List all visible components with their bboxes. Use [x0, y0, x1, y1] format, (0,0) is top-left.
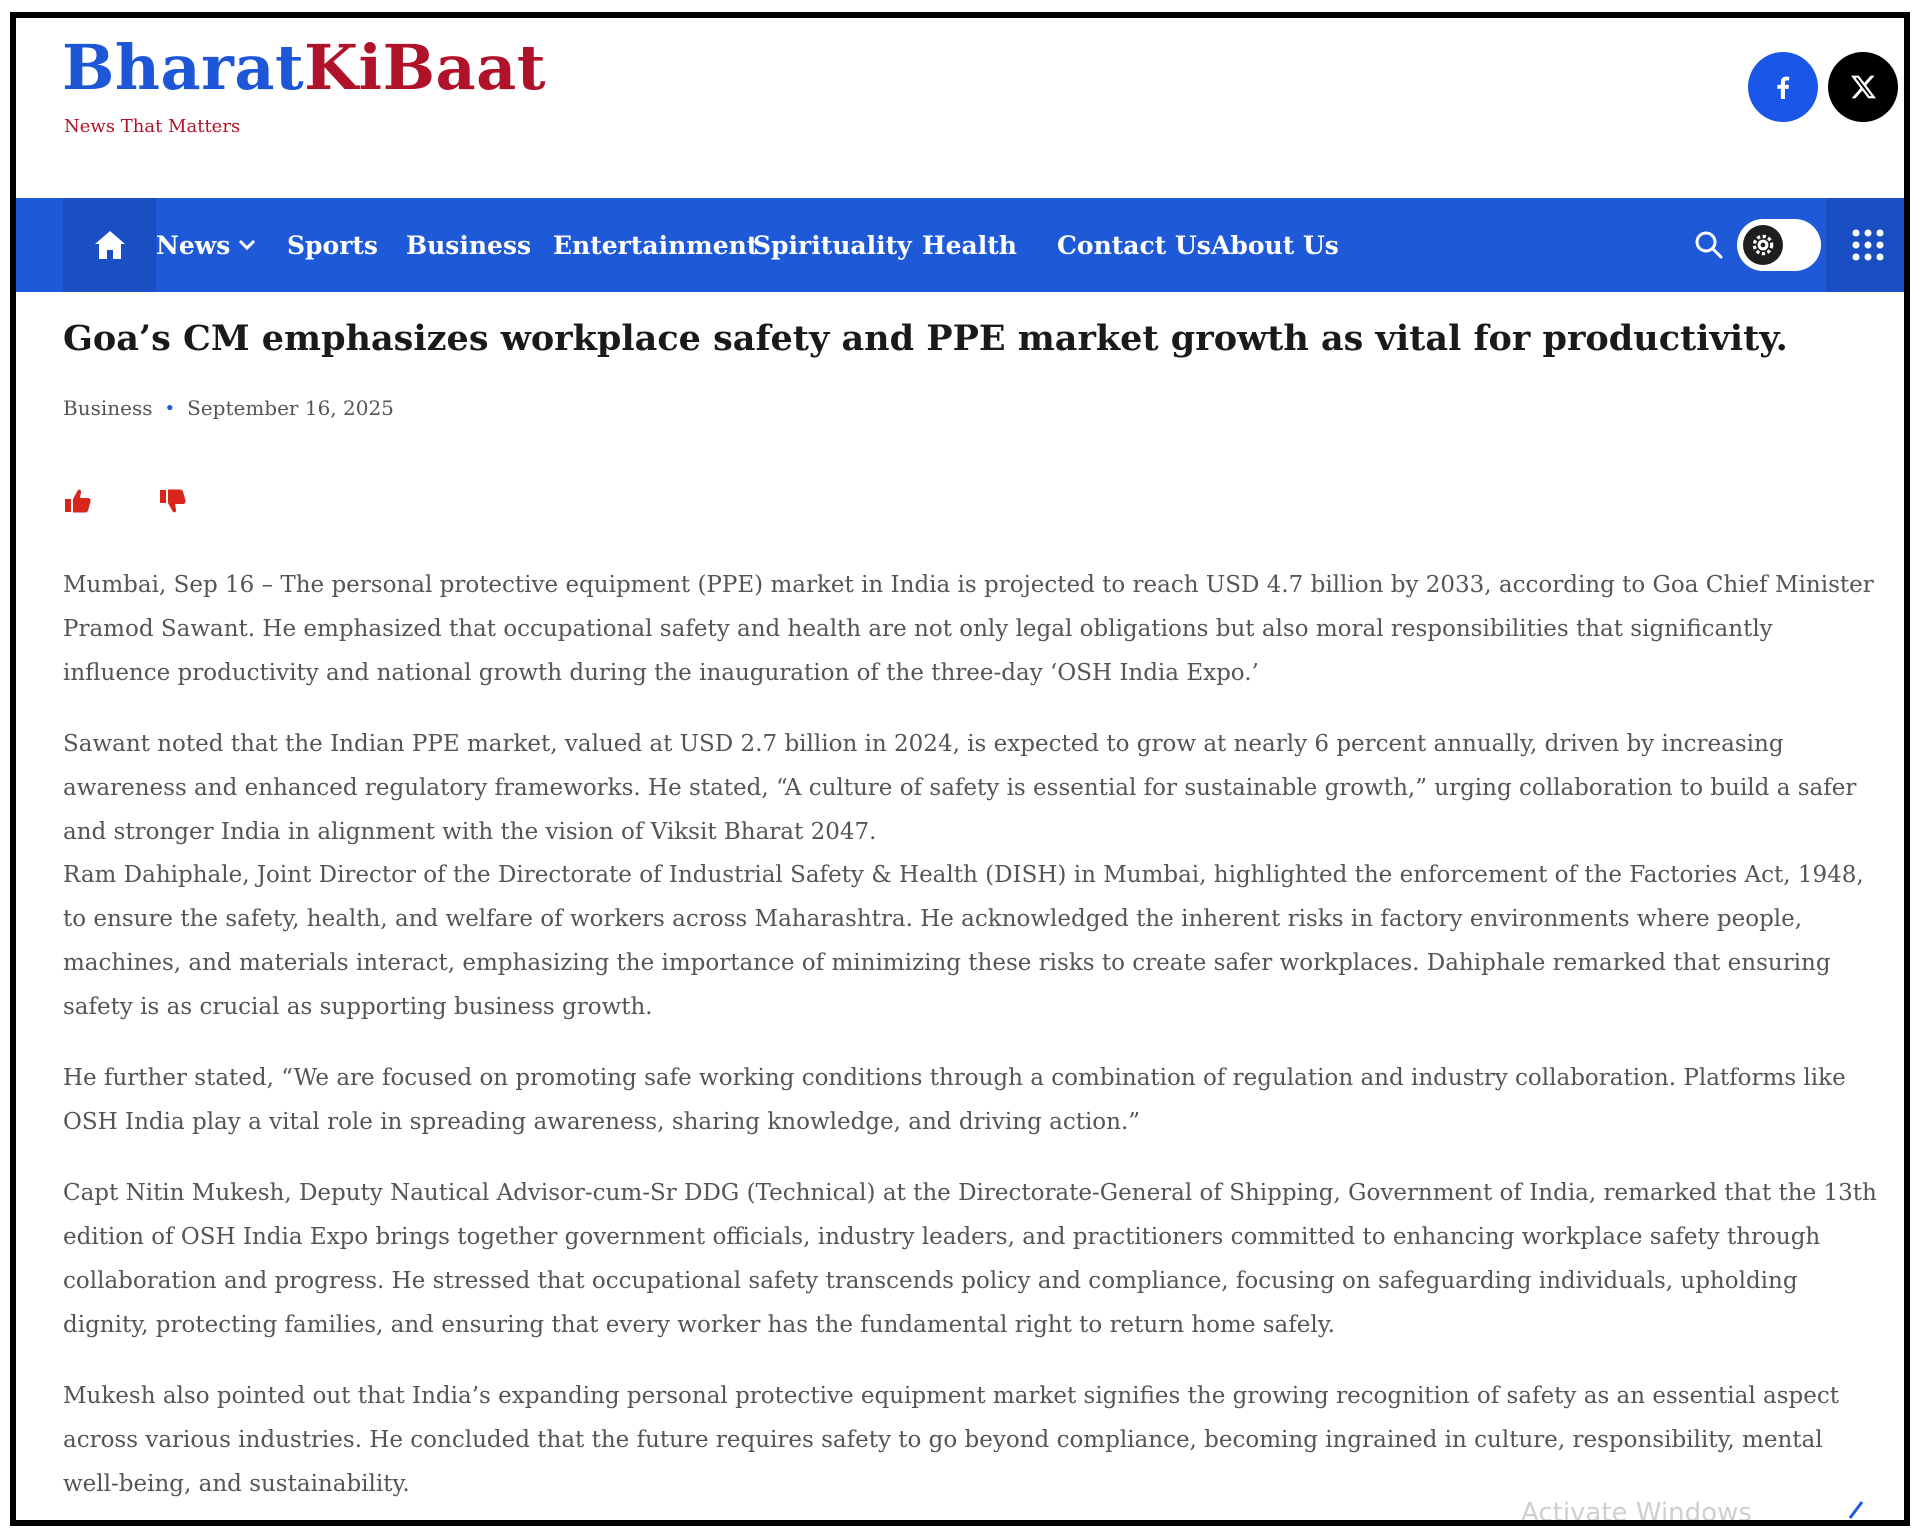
nav-item-label: Business	[406, 230, 532, 260]
grid-menu-icon	[1850, 227, 1886, 263]
nav-home[interactable]	[63, 198, 156, 292]
facebook-button[interactable]	[1748, 52, 1818, 122]
search-icon	[1692, 228, 1726, 262]
nav-item-label: News	[156, 230, 231, 260]
site-tagline: News That Matters	[64, 116, 241, 137]
pen-mark-icon	[1848, 1498, 1864, 1520]
nav-item-label: Spirituality	[753, 230, 912, 260]
logo-part-2: KiBaat	[304, 31, 546, 104]
grid-menu-button[interactable]	[1826, 198, 1910, 292]
nav-item-health[interactable]	[922, 198, 1017, 292]
article-paragraph: Mukesh also pointed out that India’s expanding personal protective equipment market signifies the growing recognition of safety as an essential aspect across various industries. He concluded that the future requires safety to go beyond compliance, becoming ingrained in culture, responsibility, mental well-being, and sustainability.	[63, 1383, 1839, 1497]
x-icon	[1847, 71, 1879, 103]
article-paragraph: Mumbai, Sep 16 – The personal protective equipment (PPE) market in India is projected to reach USD 4.7 billion by 2033, according to Goa Chief Minister Pramod Sawant. He emphasized that occupational safety and health are not only legal obligations but also moral responsibilities that significantly influence productivity and national growth during the inauguration of the three-day ‘OSH India Expo.’	[63, 572, 1874, 686]
toggle-knob	[1743, 225, 1783, 265]
nav-item-spirituality[interactable]	[753, 198, 912, 292]
search-button[interactable]	[1692, 228, 1726, 262]
nav-item-label: Health	[922, 230, 1017, 260]
nav-item-sports[interactable]	[287, 198, 378, 292]
article-meta	[63, 396, 394, 420]
article-category[interactable]: Business	[63, 396, 153, 420]
article-paragraph: Capt Nitin Mukesh, Deputy Nautical Advisor-cum-Sr DDG (Technical) at the Directorate-General of Shipping, Government of India, remarked that the 13th edition of OSH India Expo brings together government officials, industry leaders, and practitioners committed to enhancing workplace safety through collaboration and progress. He stressed that occupational safety transcends policy and compliance, focusing on safeguarding individuals, upholding dignity, protecting families, and ensuring that every worker has the fundamental right to return home safely.	[63, 1180, 1877, 1338]
nav-item-business[interactable]	[406, 198, 531, 292]
page-frame	[10, 12, 1910, 1526]
thumbs-up-icon	[63, 486, 93, 516]
article-date: September 16, 2025	[187, 396, 394, 420]
x-button[interactable]	[1828, 52, 1898, 122]
gear-icon	[1750, 232, 1776, 258]
thumbs-down-icon	[158, 486, 188, 516]
dislike-button[interactable]	[158, 486, 188, 516]
facebook-icon	[1767, 71, 1799, 103]
nav-item-label: Sports	[287, 230, 379, 260]
nav-item-entertainment[interactable]	[553, 198, 758, 292]
meta-separator: •	[164, 397, 176, 419]
theme-toggle[interactable]	[1737, 219, 1821, 271]
main-navbar	[16, 198, 1904, 292]
nav-item-label: Contact Us	[1057, 230, 1211, 260]
activate-windows-watermark: Activate Windows	[1521, 1498, 1752, 1526]
like-button[interactable]	[63, 486, 93, 516]
article-body	[63, 563, 1881, 1526]
nav-item-contact-us[interactable]	[1057, 198, 1211, 292]
home-icon	[93, 229, 127, 261]
nav-item-news[interactable]	[156, 198, 256, 292]
logo-part-1: Bharat	[62, 31, 305, 104]
article-title: Goa’s CM emphasizes workplace safety and PPE market growth as vital for productivity.	[63, 318, 1788, 359]
article-paragraph: Ram Dahiphale, Joint Director of the Directorate of Industrial Safety & Health (DISH) in Mumbai, highlighted the enforcement of the Factories Act, 1948, to ensure the safety, health, and welfare of workers across Maharashtra. He acknowledged the inherent risks in factory environments where people, machines, and materials interact, emphasizing the importance of minimizing these risks to create safer workplaces. Dahiphale remarked that ensuring safety is as crucial as supporting business growth.	[63, 862, 1864, 1020]
nav-item-about-us[interactable]	[1211, 198, 1339, 292]
nav-item-label: About Us	[1211, 230, 1339, 260]
nav-item-label: Entertainment	[553, 230, 759, 260]
article-paragraph: Sawant noted that the Indian PPE market, valued at USD 2.7 billion in 2024, is expected to grow at nearly 6 percent annually, driven by increasing awareness and enhanced regulatory frameworks. He stated, “A culture of safety is essential for sustainable growth,” urging collaboration to build a safer and stronger India in alignment with the vision of Viksit Bharat 2047.	[63, 731, 1857, 845]
site-header	[16, 18, 1904, 198]
chevron-down-icon	[238, 239, 256, 251]
article-paragraph: He further stated, “We are focused on promoting safe working conditions through a combination of regulation and industry collaboration. Platforms like OSH India play a vital role in spreading awareness, sharing knowledge, and driving action.”	[63, 1065, 1846, 1135]
site-logo[interactable]	[62, 31, 546, 104]
